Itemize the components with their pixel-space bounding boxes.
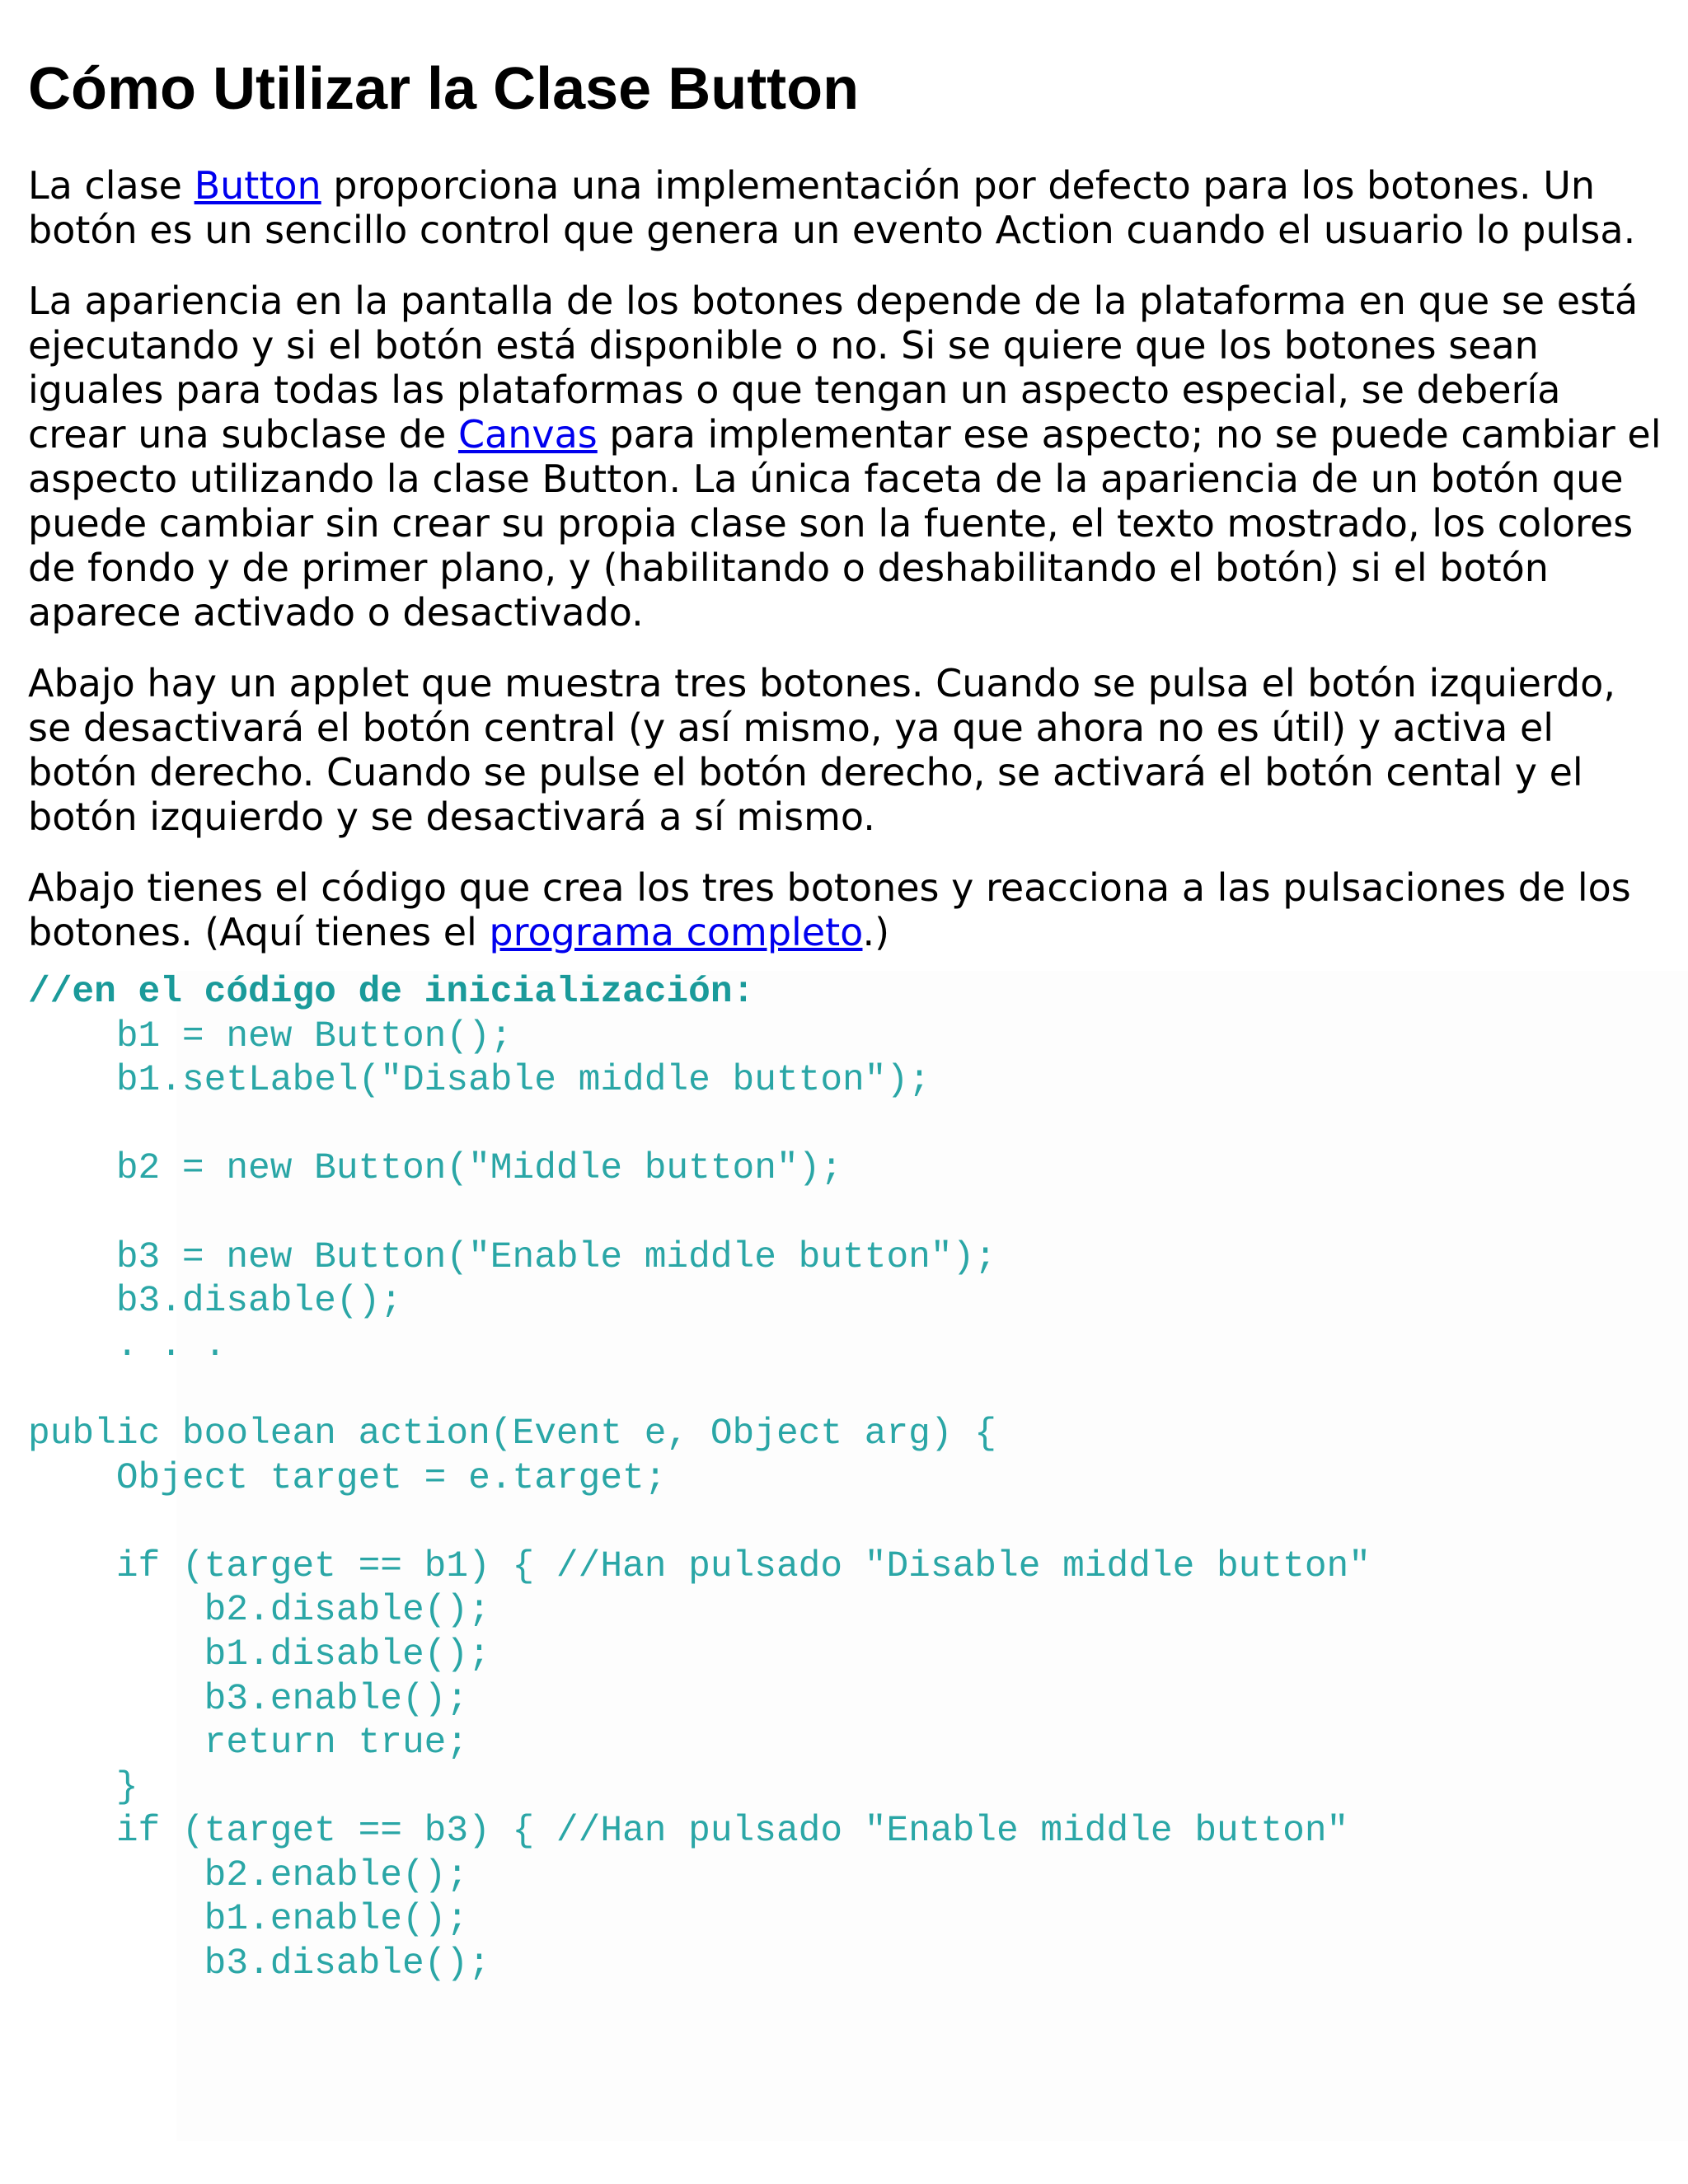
code-line: b2.disable(); [28,1590,490,1632]
code-line: b2.enable(); [28,1854,469,1896]
appearance-paragraph [28,279,1668,635]
code-line: if (target == b3) { //Han pulsado "Enable middle button" [28,1811,1349,1853]
applet-paragraph: Abajo hay un applet que muestra tres botones. Cuando se pulsa el botón izquierdo, se desactivará el botón central (y así mismo, ya que ahora no es útil) y activa el botón derecho. Cuando se pulse el botón derecho, se activará el botón cental y el botón izquierdo y se desactivará a sí mismo. [28,661,1615,839]
code-line: public boolean action(Event e, Object arg) { [28,1413,996,1455]
intro-text-before: La clase [28,163,195,208]
code-line: b1.enable(); [28,1899,469,1941]
code-line: } [28,1766,138,1808]
code-heading-comment: //en el código de inicialización: [28,972,755,1013]
code-intro-text-after: .) [862,910,890,954]
code-listing [28,971,1668,1987]
canvas-class-link[interactable]: Canvas [457,412,598,457]
code-line: b1.disable(); [28,1633,490,1675]
intro-text-after: proporciona una implementación por defecto para los botones. Un botón es un sencillo control que genera un evento Action cuando el usuario lo pulsa. [28,163,1636,252]
code-lines [28,1016,1371,1985]
code-line: b3.disable(); [28,1943,490,1985]
intro-paragraph [28,163,1668,252]
document-page [28,0,1668,1987]
code-line: b1.setLabel("Disable middle button"); [28,1060,931,1102]
code-line: b1 = new Button(); [28,1015,513,1057]
code-line: b2 = new Button("Middle button"); [28,1148,843,1190]
code-line: b3 = new Button("Enable middle button"); [28,1236,996,1278]
code-line: b3.disable(); [28,1281,402,1323]
page-title: Cómo Utilizar la Clase Button [28,56,860,122]
button-class-link[interactable]: Button [194,163,321,208]
appearance-text-before: La apariencia en la pantalla de los botones depende de la plataforma en que se está ejecutando y si el botón está disponible o no. Si se quiere que los botones sean iguales para todas las plataformas o que tengan un aspecto especial, se debería crear una subclase de [28,279,1639,457]
code-line: Object target = e.target; [28,1457,667,1499]
code-line: if (target == b1) { //Han pulsado "Disable middle button" [28,1545,1371,1587]
code-intro-paragraph [28,865,1668,954]
code-line: b3.enable(); [28,1678,469,1720]
code-line: return true; [28,1722,469,1765]
full-program-link[interactable]: programa completo [489,910,863,954]
code-line: . . . [28,1324,227,1366]
code-intro-text-before: Abajo tienes el código que crea los tres botones y reacciona a las pulsaciones de los botones. (Aquí tienes el [28,865,1631,954]
appearance-text-after: para implementar ese aspecto; no se puede cambiar el aspecto utilizando la clase Button. La única faceta de la apariencia de un botón que puede cambiar sin crear su propia clase son la fuente, el texto mostrado, los colores de fondo y de primer plano, y (habilitando o deshabilitando el botón) si el botón aparece activado o desactivado. [28,412,1662,635]
code-block [28,971,1668,1987]
